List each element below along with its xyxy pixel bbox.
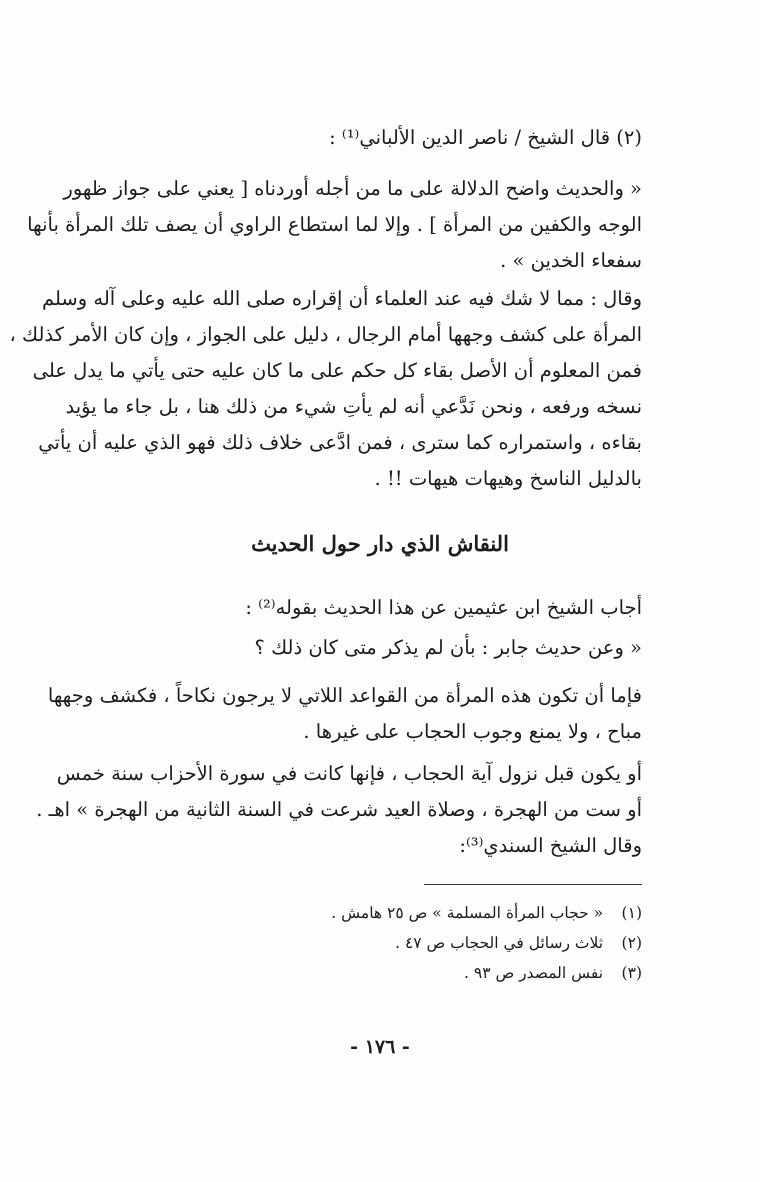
footnote-text: « حجاب المرأة المسلمة » ص ٢٥ هامش . (331, 904, 604, 922)
text-line: « وعن حديث جابر : بأن لم يذكر متى كان ذلك ؟ (254, 636, 642, 659)
text-line: المرأة على كشف وجهها أمام الرجال ، دليل على الجواز ، وإن كان الأمر كذلك ، (9, 323, 642, 346)
paragraph-uthaymeen (110, 590, 642, 666)
text-line: أجاب الشيخ ابن عثيمين عن هذا الحديث بقوله⁽²⁾ : (245, 596, 642, 619)
paragraph-albani-continued (9, 281, 642, 497)
footnote-number: (١) (621, 904, 642, 922)
paragraph-option-two (36, 756, 642, 864)
text-line: الوجه والكفين من المرأة ] . وإلا لما استطاع الراوي أن يصف تلك المرأة بأنها (27, 213, 642, 236)
footnote-number: (٣) (621, 964, 642, 982)
paragraph-option-one (47, 678, 642, 750)
page-number: - ١٧٦ - (350, 1036, 410, 1058)
text-line: بالدليل الناسخ وهيهات هيهات !! . (374, 467, 642, 490)
footnote-text: نفس المصدر ص ٩٣ . (464, 964, 604, 982)
text-line: فإما أن تكون هذه المرأة من القواعد اللاتي لا يرجون نكاحاً ، فكشف وجهها (47, 684, 642, 707)
section-heading: النقاش الذي دار حول الحديث (251, 531, 509, 556)
text-line: « والحديث واضح الدلالة على ما من أجله أوردناه [ يعني على جواز ظهور (63, 177, 642, 200)
text-line: مباح ، ولا يمنع وجوب الحجاب على غيرها . (303, 720, 642, 743)
text-line: وقال : مما لا شك فيه عند العلماء أن إقراره صلى الله عليه وعلى آله وسلم (42, 287, 642, 310)
footnote-item (110, 928, 642, 958)
footnotes (110, 898, 642, 988)
paragraph-quote-albani (27, 171, 642, 279)
footnote-text: ثلاث رسائل في الحجاب ص ٤٧ . (395, 934, 604, 952)
text-line: نسخه ورفعه ، ونحن نَدَّعي أنه لم يأتِ شيء من ذلك هنا ، بل جاء ما يؤيد (65, 395, 642, 418)
text-line: (٢) قال الشيخ / ناصر الدين الألباني⁽¹⁾ : (329, 126, 642, 149)
footnote-divider (424, 884, 642, 885)
footnote-number: (٢) (621, 934, 642, 952)
footnote-item (110, 898, 642, 928)
footnote-item (110, 958, 642, 988)
text-line: سفعاء الخدين » . (500, 249, 642, 272)
text-line: وقال الشيخ السندي⁽³⁾: (459, 834, 642, 857)
text-line: أو ست من الهجرة ، وصلاة العيد شرعت في السنة الثانية من الهجرة » اهـ . (36, 798, 642, 821)
text-line: أو يكون قبل نزول آية الحجاب ، فإنها كانت في سورة الأحزاب سنة خمس (56, 762, 642, 785)
intro-line (110, 120, 642, 156)
text-line: بقاءه ، واستمراره كما سترى ، فمن ادَّعى خلاف ذلك فهو الذي عليه أن يأتي (38, 431, 642, 454)
text-line: فمن المعلوم أن الأصل بقاء كل حكم على ما كان عليه حتى يأتي ما يدل على (32, 359, 642, 382)
